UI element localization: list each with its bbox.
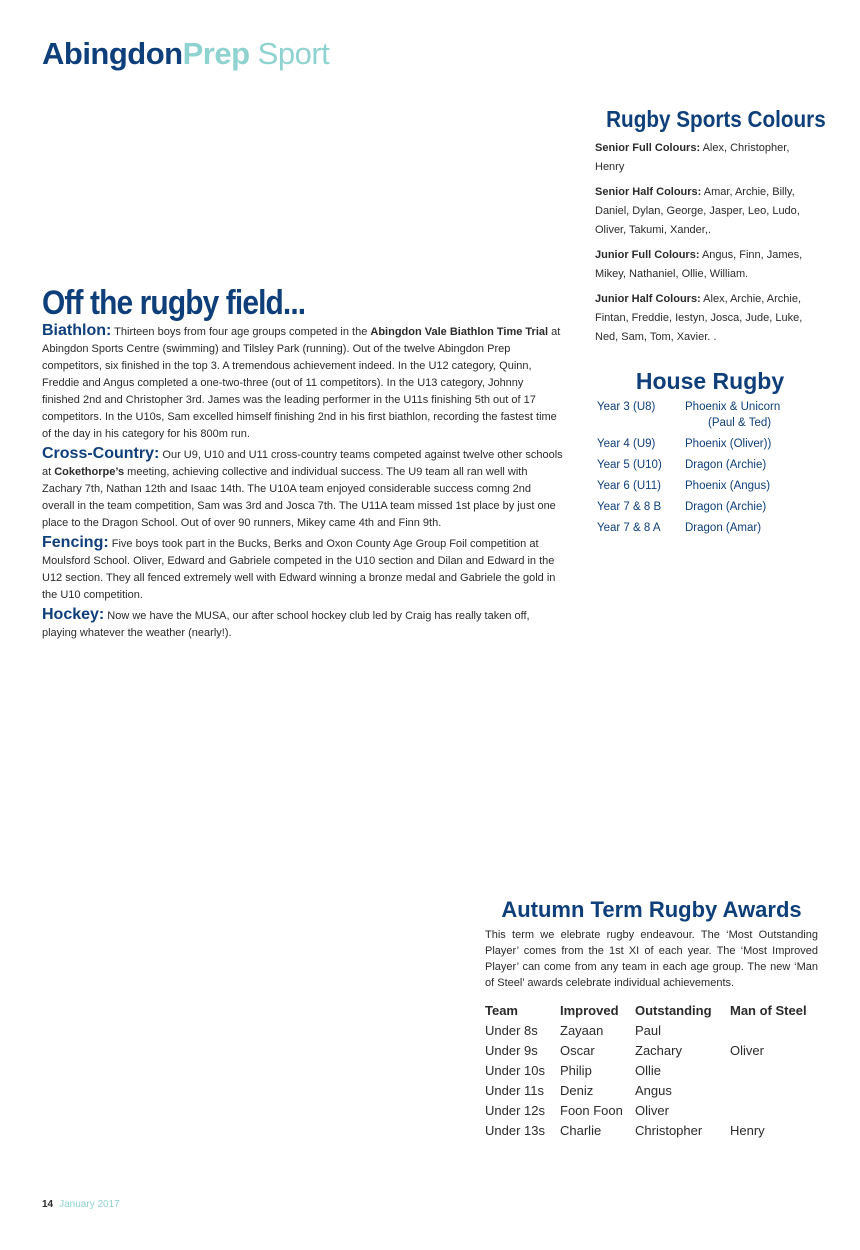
- table-cell: Under 13s: [485, 1123, 545, 1138]
- colours-item: [595, 183, 817, 240]
- page-footer: [42, 1199, 120, 1210]
- awards-table: [485, 1003, 807, 1143]
- biathlon-heading: Biathlon:: [42, 322, 112, 339]
- year-cell: Year 7 & 8 A: [597, 522, 661, 534]
- winner-cell: Dragon (Archie): [685, 459, 767, 471]
- table-row: [485, 1123, 807, 1143]
- table-row: [595, 520, 780, 541]
- year-cell: Year 4 (U9): [597, 438, 656, 450]
- hockey-text: Now we have the MUSA, our after school hockey club led by Craig has really taken off, playing whatever the weather (nearly!).: [42, 610, 530, 639]
- fencing-heading: Fencing:: [42, 534, 109, 551]
- table-cell: [730, 1063, 807, 1083]
- fencing-paragraph: [42, 534, 564, 604]
- hockey-paragraph: [42, 606, 564, 642]
- table-cell: Angus: [635, 1083, 672, 1098]
- table-cell: Ollie: [635, 1063, 662, 1078]
- table-cell: Under 9s: [485, 1043, 538, 1058]
- rugby-colours-section: [595, 106, 826, 348]
- column-header: Improved: [560, 1003, 619, 1018]
- rugby-awards-section: [485, 897, 818, 1143]
- table-row: [485, 1023, 807, 1043]
- colours-names: Alex, Archie, Archie, Fintan, Freddie, Iestyn, Josca, Jude, Luke, Ned, Sam, Tom, Xavier. .: [595, 293, 803, 343]
- house-rugby-section: [595, 368, 825, 541]
- winner-note: (Paul & Ted): [708, 417, 772, 429]
- house-rugby-table: [595, 399, 780, 541]
- colours-names: Alex, Christopher, Henry: [595, 142, 790, 173]
- article-body: [42, 322, 564, 644]
- table-cell: Under 12s: [485, 1103, 545, 1118]
- table-cell: Under 11s: [485, 1083, 545, 1098]
- caption-fencing: BB&O County Foil Fencing Competition: [541, 851, 750, 863]
- table-cell: [730, 1103, 807, 1123]
- cross-country-text-1: Our U9, U10 and U11 cross-country teams competed against twelve other schools at: [42, 449, 563, 478]
- table-row: [485, 1103, 807, 1123]
- table-cell: Under 8s: [485, 1023, 538, 1038]
- winner-cell: Phoenix (Angus): [685, 480, 771, 492]
- colours-names: Amar, Archie, Billy, Daniel, Dylan, George, Jasper, Leo, Ludo, Oliver, Takumi, Xander,.: [595, 186, 800, 236]
- cross-country-heading: Cross-Country:: [42, 445, 160, 462]
- column-header: Outstanding: [635, 1003, 712, 1018]
- year-cell: Year 7 & 8 B: [597, 501, 662, 513]
- table-cell: Under 10s: [485, 1063, 545, 1078]
- biathlon-text-2: at Abingdon Sports Centre (swimming) and Tilsley Park (running). Out of the twelve Abingdon Prep competitors, six finished in the top 3. A tremendous achievement indeed. In the U12 category, Quinn, Freddie and Angus completed a one-two-three (out of 11 competitors). In the U13 category, Johnny finished 2nd and Christopher 3rd. James was the leading performer in the U11s finishing 5th out of 17 competitors. In the U10s, Sam excelled himself finishing 2nd in his first biathlon, recording the fastest time of the day in his category for his 800m run.: [42, 326, 561, 440]
- table-row: [485, 1083, 807, 1103]
- table-row: [595, 399, 780, 436]
- awards-title: Autumn Term Rugby Awards: [501, 897, 802, 922]
- colours-label: Junior Half Colours:: [595, 293, 701, 305]
- fencing-text: Five boys took part in the Bucks, Berks and Oxon County Age Group Foil competition at Moulsford School. Oliver, Edward and Gabriele competed in the U10 section and Dilan and Edward in the U12 section. They all fenced extremely well with Edward winning a bronze medal and Gabriele the gold in the U10 competition.: [42, 538, 556, 601]
- cross-country-text-2: meeting, achieving collective and individual success. The U9 team all ran well with Zachary 7th, Nathan 12th and Isaac 14th. The U10A team enjoyed considerable success comng 2nd overall in the team competition, Sam was 3rd and Josca 7th. The U11A team missed 1st place by just one place to the Dragon School. Out of over 90 runners, Mikey came 4th and Finn 9th.: [42, 466, 556, 529]
- table-cell: Oscar: [560, 1043, 595, 1058]
- table-cell: Zayaan: [560, 1023, 604, 1038]
- colours-label: Senior Full Colours:: [595, 142, 701, 154]
- cross-country-paragraph: [42, 445, 564, 532]
- article-title: Off the rugby field...: [42, 284, 306, 322]
- table-cell: Zachary: [635, 1043, 682, 1058]
- column-header: Team: [485, 1003, 518, 1018]
- table-header-row: [485, 1003, 807, 1023]
- table-cell: Henry: [730, 1123, 765, 1138]
- brand-part-2: Prep: [182, 36, 250, 71]
- colours-names: Angus, Finn, James, Mikey, Nathaniel, Ollie, William.: [595, 249, 803, 280]
- rugby-colours-title: Rugby Sports Colours: [606, 106, 826, 132]
- table-cell: Charlie: [560, 1123, 602, 1138]
- table-row: [595, 478, 780, 499]
- table-row: [595, 499, 780, 520]
- table-row: [595, 457, 780, 478]
- winner-cell: [685, 399, 780, 436]
- table-cell: [730, 1023, 807, 1043]
- biathlon-paragraph: [42, 322, 564, 443]
- hockey-heading: Hockey:: [42, 606, 105, 623]
- column-header: Man of Steel: [730, 1003, 807, 1018]
- caption-cross-country: Cross-Country at Cokethorpe: [158, 1135, 313, 1147]
- cross-country-venue: Cokethorpe’s: [54, 466, 125, 478]
- winner-cell: Dragon (Archie): [685, 501, 767, 513]
- colours-item: [595, 246, 817, 284]
- table-row: [595, 436, 780, 457]
- winner-text: Phoenix & Unicorn: [685, 401, 781, 413]
- brand-part-3: Sport: [249, 36, 330, 71]
- table-cell: [730, 1083, 807, 1103]
- winner-cell: Phoenix (Oliver)): [685, 438, 772, 450]
- table-cell: Paul: [635, 1023, 662, 1038]
- page-number: 14: [42, 1199, 54, 1210]
- table-cell: Philip: [560, 1063, 592, 1078]
- table-cell: Foon Foon: [560, 1103, 623, 1118]
- table-cell: Oliver: [635, 1103, 669, 1118]
- caption-hockey: Hockey Club: [212, 838, 279, 850]
- brand-part-1: Abingdon: [42, 36, 183, 71]
- publication-logo: [42, 36, 329, 72]
- caption-biathlon: Our biathlon medalists: [238, 100, 358, 112]
- house-rugby-title: House Rugby: [635, 368, 785, 394]
- table-cell: Deniz: [560, 1083, 594, 1098]
- table-cell: Oliver: [730, 1043, 764, 1058]
- year-cell: Year 5 (U10): [597, 459, 662, 471]
- table-row: [485, 1063, 807, 1083]
- biathlon-text-1: Thirteen boys from four age groups competed in the: [111, 326, 371, 338]
- year-cell: Year 3 (U8): [597, 401, 656, 413]
- colours-item: [595, 139, 817, 177]
- table-row: [485, 1043, 807, 1063]
- colours-label: Junior Full Colours:: [595, 249, 700, 261]
- winner-cell: Dragon (Amar): [685, 522, 762, 534]
- colours-label: Senior Half Colours:: [595, 186, 702, 198]
- year-cell: Year 6 (U11): [597, 480, 661, 492]
- colours-item: [595, 290, 817, 347]
- issue-date: January 2017: [59, 1199, 120, 1210]
- awards-intro: This term we elebrate rugby endeavour. The ‘Most Outstanding Player’ comes from the 1st XI of each year. The ‘Most Improved Player’ can come from any team in each age group. The new ‘Man of Steel’ awards celebrate individual achievements.: [485, 929, 818, 989]
- table-cell: Christopher: [635, 1123, 703, 1138]
- biathlon-event-name: Abingdon Vale Biathlon Time Trial: [370, 326, 549, 338]
